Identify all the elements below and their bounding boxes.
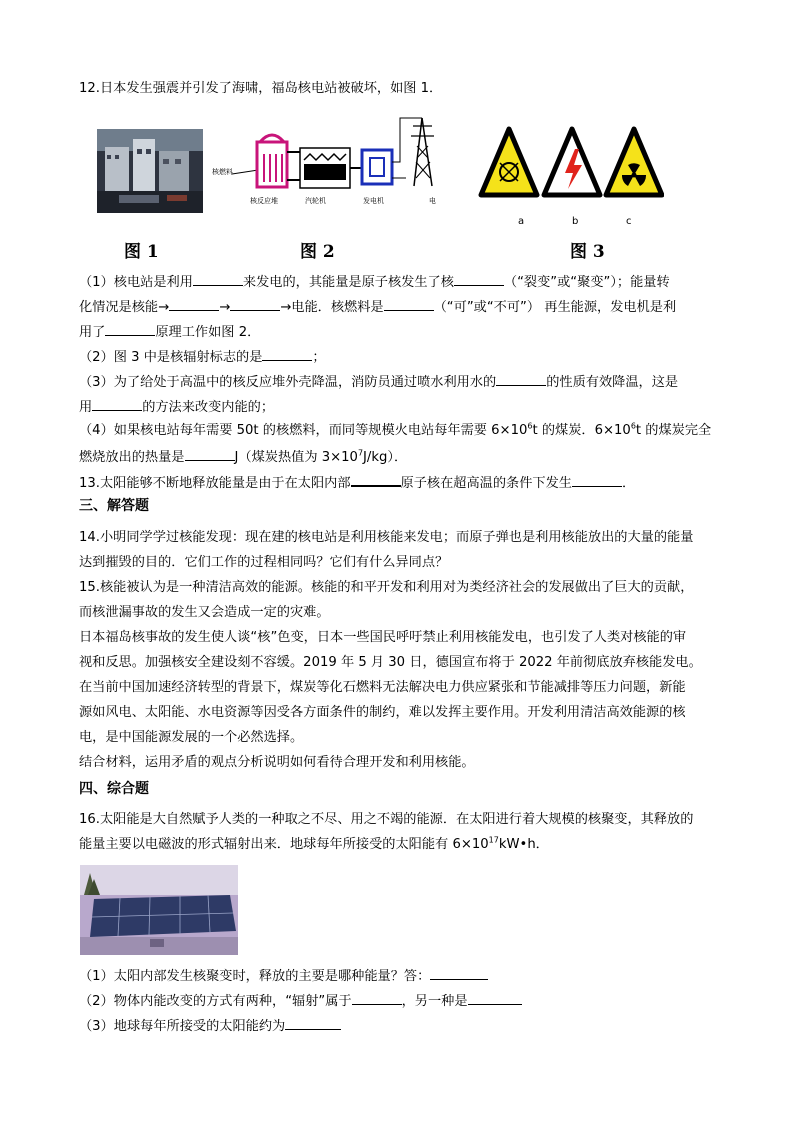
q12-p1-line1: （1）核电站是利用 来发电的，其能量是原子核发生了核 （“裂变”或“聚变”）；能量转	[79, 272, 670, 292]
answer-blank[interactable]	[185, 447, 235, 461]
fig2-diagram	[210, 112, 460, 217]
sign-a-icon	[481, 129, 537, 195]
q12-intro: 12.日本发生强震并引发了海啸，福岛核电站被破坏，如图 1．	[79, 81, 443, 96]
fig1-caption: 图 1	[124, 242, 159, 262]
q13: 13.太阳能够不断地释放能量是由于在太阳内部 原子核在超高温的条件下发生 ．	[79, 472, 635, 493]
fig3-label-b: b	[572, 216, 579, 227]
q15-line6: 源如风电、太阳能、水电资源等因受各方面条件的制约，难以发挥主要作用。开发利用清洁高效能源的核	[79, 705, 686, 720]
q12-p3-line1: （3）为了给处于高温中的核反应堆外壳降温，消防员通过喷水利用水的 的性质有效降温，这是	[79, 372, 678, 392]
q15-line1: 15.核能被认为是一种清洁高效的能源。核能的和平开发和利用对为类经济社会的发展做出了巨大的贡献，	[79, 580, 694, 595]
q15-line8: 结合材料，运用矛盾的观点分析说明如何看待合理开发和利用核能。	[79, 755, 475, 770]
q15-line3: 日本福岛核事故的发生使人谈“核”色变，日本一些国民呼吁禁止利用核能发电，也引发了人类对核能的审	[79, 630, 687, 645]
q15-line5: 在当前中国加速经济转型的背景下，煤炭等化石燃料无法解决电力供应紧张和节能减排等压力问题，新能	[79, 680, 686, 695]
q16-s3: （3）地球每年所接受的太阳能约为	[79, 1016, 341, 1036]
q12-p1-line3: 用了 原理工作如图 2．	[79, 322, 260, 342]
fig3-warning-signs	[478, 125, 664, 201]
fig2-label-turbine: 汽轮机	[305, 197, 326, 205]
answer-blank[interactable]	[454, 272, 504, 286]
answer-blank[interactable]	[262, 347, 312, 361]
q15-line2: 而核泄漏事故的发生又会造成一定的灾难。	[79, 605, 330, 620]
answer-blank[interactable]	[230, 297, 280, 311]
answer-blank[interactable]	[193, 272, 243, 286]
fig3-caption: 图 3	[570, 242, 605, 262]
fig2-caption: 图 2	[300, 242, 335, 262]
q12-p3-line2: 用 的方法来改变内能的；	[79, 397, 274, 417]
q14-line1: 14.小明同学学过核能发现：现在建的核电站是利用核能来发电；而原子弹也是利用核能放出的大量的能量	[79, 530, 694, 545]
q12-p1-line2: 化情况是核能→ → →电能．核燃料是 （“可”或“不可”） 再生能源，发电机是利	[79, 297, 676, 317]
answer-blank[interactable]	[468, 991, 522, 1005]
sign-c-icon	[606, 129, 662, 195]
q15-line7: 电，是中国能源发展的一个必然选择。	[79, 730, 304, 745]
fig2-label-reactor: 核反应堆	[250, 197, 278, 205]
q16-s2: （2）物体内能改变的方式有两种，“辐射”属于 ，另一种是	[79, 991, 522, 1011]
answer-blank[interactable]	[105, 322, 155, 336]
answer-blank[interactable]	[92, 397, 142, 411]
fig2-label-generator: 发电机	[363, 197, 384, 205]
answer-blank[interactable]	[430, 966, 488, 980]
q16-line1: 16.太阳能是大自然赋予人类的一种取之不尽、用之不竭的能源．在太阳进行着大规模的核聚变，其释放的	[79, 812, 694, 827]
q16-s1: （1）太阳内部发生核聚变时，释放的主要是哪种能量？答：	[79, 966, 488, 986]
section-heading-4: 四、综合题	[79, 781, 149, 797]
fig1-photo	[97, 129, 203, 213]
q12-p2: （2）图 3 中是核辐射标志的是 ；	[79, 347, 326, 367]
q14-line2: 达到摧毁的目的．它们工作的过程相同吗？它们有什么异同点？	[79, 555, 449, 570]
section-heading-3: 三、解答题	[79, 498, 149, 514]
fig3-label-a: a	[518, 216, 525, 227]
answer-blank[interactable]	[351, 472, 401, 487]
q12-p4-line1: （4）如果核电站每年需要 50t 的核燃料，而同等规模火电站每年需要 $6\times 10^6t$ 的煤炭．$6\times 10^6t$ 的煤炭完全	[79, 421, 712, 438]
solar-panel-photo	[80, 865, 238, 955]
q15-line4: 视和反思。加强核安全建设刻不容缓。2019 年 5 月 30 日，德国宣布将于 2022 年前彻底放弃核能发电。	[79, 655, 702, 670]
answer-blank[interactable]	[169, 297, 219, 311]
q12-p4-line2: 燃烧放出的热量是 J（煤炭热值为 $3\times 10^7J/kg$）．	[79, 448, 408, 465]
fig2-label-fuel: 核燃料	[212, 168, 233, 176]
answer-blank[interactable]	[496, 372, 546, 386]
sign-b-icon	[544, 129, 600, 195]
answer-blank[interactable]	[285, 1016, 341, 1030]
answer-blank[interactable]	[384, 297, 434, 311]
q16-line2: 能量主要以电磁波的形式辐射出来．地球每年所接受的太阳能有 $6\times 10^{17}kW•h$．	[79, 835, 549, 852]
answer-blank[interactable]	[572, 473, 622, 487]
fig2-label-power: 电	[429, 197, 436, 205]
answer-blank[interactable]	[352, 991, 402, 1005]
fig3-label-c: c	[626, 216, 632, 227]
